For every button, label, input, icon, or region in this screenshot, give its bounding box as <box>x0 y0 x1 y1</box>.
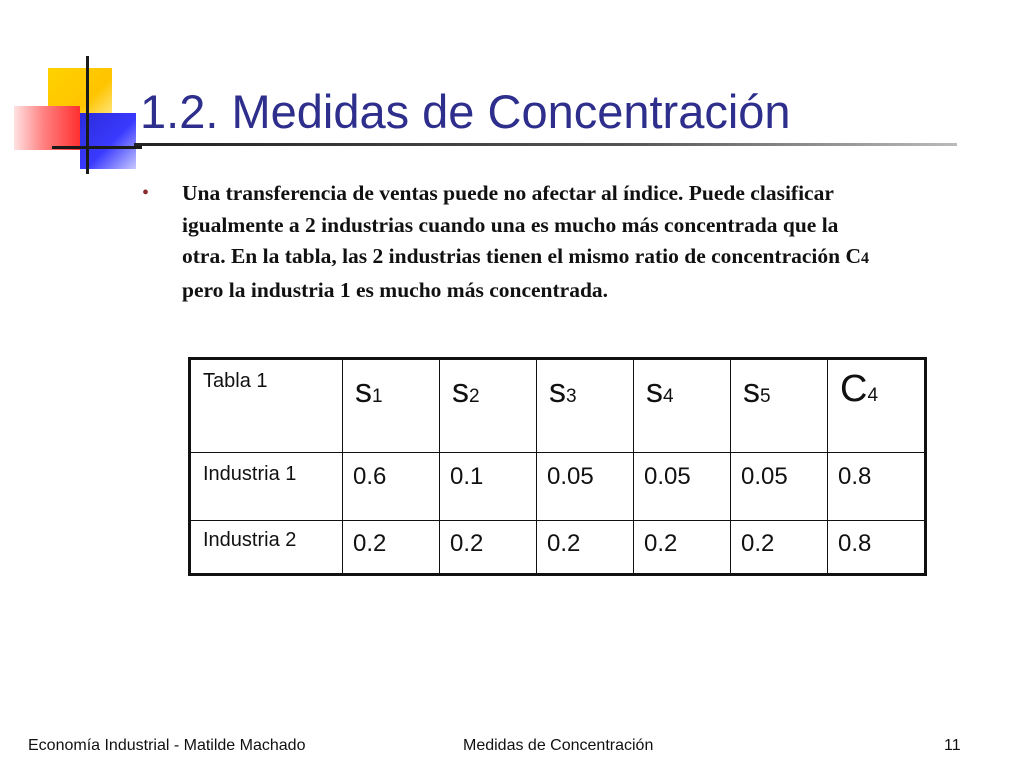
bullet-text-part2: pero la industria 1 es mucho más concentrada. <box>182 277 609 302</box>
header-s5 <box>731 359 828 453</box>
table-cell: 0.2 <box>343 521 440 575</box>
header-c4-base: C <box>840 368 868 410</box>
footer-topic: Medidas de Concentración <box>463 737 654 754</box>
bullet-icon: • <box>142 182 150 204</box>
table-cell: 0.2 <box>537 521 634 575</box>
header-c4-sub: 4 <box>867 385 879 406</box>
table-cell: 0.05 <box>731 453 828 521</box>
header-s3-sub: 3 <box>566 386 577 407</box>
title-underline <box>134 143 957 146</box>
row-label-industria-1: Industria 1 <box>190 453 343 521</box>
header-s4-sub: 4 <box>663 386 674 407</box>
header-s3-base: s <box>549 372 566 410</box>
header-s1-base: s <box>355 372 372 410</box>
header-s5-base: s <box>743 372 760 410</box>
footer-page-number: 11 <box>944 737 961 754</box>
table-row <box>190 453 926 521</box>
table-cell: 0.1 <box>440 453 537 521</box>
bullet-text <box>182 178 872 306</box>
header-s1-sub: 1 <box>372 386 383 407</box>
table-cell: 0.2 <box>440 521 537 575</box>
header-c4 <box>828 359 926 453</box>
table-cell: 0.2 <box>731 521 828 575</box>
slide-title: 1.2. Medidas de Concentración <box>140 85 791 138</box>
header-s3 <box>537 359 634 453</box>
decorative-horizontal-line <box>52 146 142 149</box>
header-s5-sub: 5 <box>760 386 771 407</box>
header-s4-base: s <box>646 372 663 410</box>
header-s2 <box>440 359 537 453</box>
table-corner-label: Tabla 1 <box>190 359 343 453</box>
header-s1 <box>343 359 440 453</box>
header-s2-base: s <box>452 372 469 410</box>
bullet-text-part1: Una transferencia de ventas puede no afectar al índice. Puede clasificar igualmente a 2 industrias cuando una es mucho más concentrada que la otra. En la tabla, las 2 industrias tienen el mismo ratio de concentración C <box>182 181 862 268</box>
header-s4 <box>634 359 731 453</box>
decorative-red-rectangle <box>14 106 80 150</box>
decorative-vertical-line <box>86 56 89 174</box>
table-cell: 0.05 <box>537 453 634 521</box>
table-cell: 0.05 <box>634 453 731 521</box>
concentration-table <box>188 357 927 576</box>
table-row <box>190 521 926 575</box>
table-cell: 0.8 <box>828 521 926 575</box>
row-label-industria-2: Industria 2 <box>190 521 343 575</box>
table-header-row <box>190 359 926 453</box>
bullet-text-subscript: 4 <box>861 250 870 267</box>
header-s2-sub: 2 <box>469 386 480 407</box>
table-cell: 0.6 <box>343 453 440 521</box>
footer-course: Economía Industrial - Matilde Machado <box>28 737 306 754</box>
table-cell: 0.8 <box>828 453 926 521</box>
table-cell: 0.2 <box>634 521 731 575</box>
